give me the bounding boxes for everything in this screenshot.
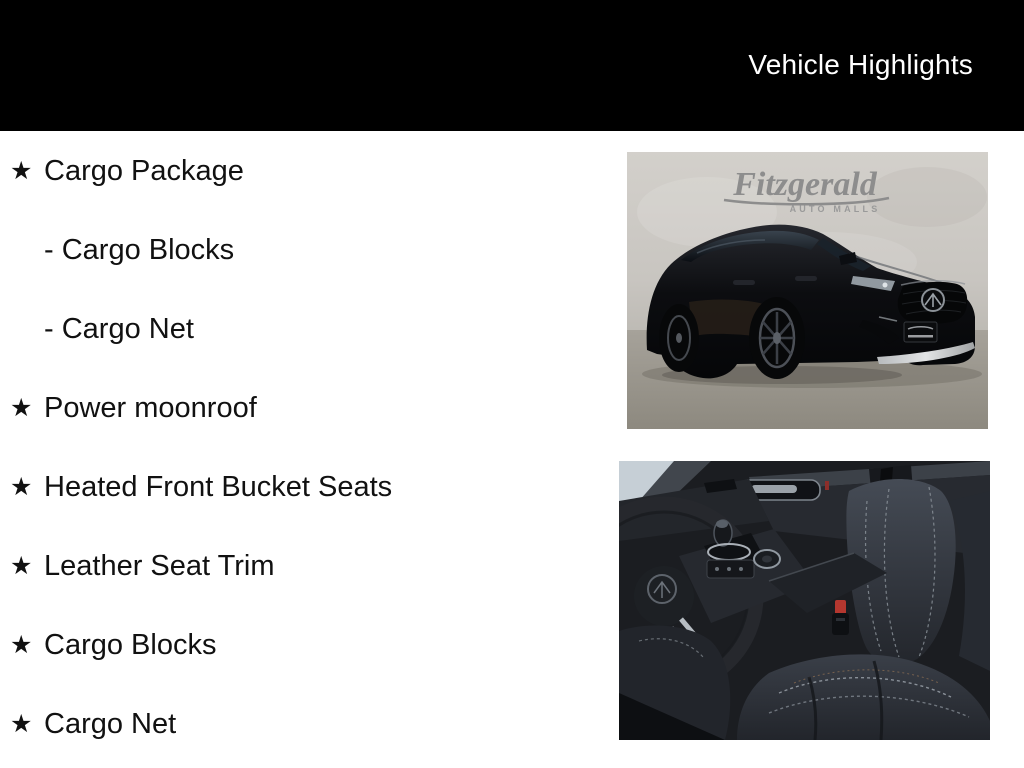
dealer-logo-tagline: AUTO MALLS — [789, 204, 881, 214]
list-item — [0, 211, 600, 290]
list-item-label: - Cargo Net — [44, 313, 194, 345]
list-item-label: Cargo Net — [44, 708, 177, 740]
list-item — [0, 685, 600, 764]
door-handle — [733, 280, 755, 285]
rear-wheel — [659, 304, 699, 372]
list-item — [0, 369, 600, 448]
dealer-logo-text: Fitzgerald — [733, 166, 877, 203]
mazda-emblem-icon — [922, 289, 944, 311]
exterior-vehicle-photo — [627, 152, 988, 429]
list-item-label: Leather Seat Trim — [44, 550, 275, 582]
star-bullet-icon: ★ — [10, 156, 33, 185]
license-plate — [904, 322, 937, 342]
list-item — [0, 290, 600, 369]
interior-vehicle-photo — [619, 461, 990, 740]
front-wheel — [749, 297, 805, 379]
star-bullet-icon: ★ — [10, 393, 33, 422]
star-bullet-icon: ★ — [10, 551, 33, 580]
list-item-label: - Cargo Blocks — [44, 234, 235, 266]
star-bullet-icon: ★ — [10, 472, 33, 501]
interior-photo-graphic — [619, 461, 990, 740]
star-bullet-icon: ★ — [10, 709, 33, 738]
star-bullet-icon: ★ — [10, 630, 33, 659]
list-item — [0, 606, 600, 685]
list-item — [0, 448, 600, 527]
door-handle — [795, 276, 817, 281]
list-item — [0, 132, 600, 211]
highlights-list — [0, 131, 600, 764]
list-item-label: Cargo Blocks — [44, 629, 217, 661]
header-banner — [0, 0, 1024, 131]
list-item-label: Power moonroof — [44, 392, 257, 424]
list-item-label: Heated Front Bucket Seats — [44, 471, 393, 503]
page-title: Vehicle Highlights — [748, 49, 973, 80]
list-item — [0, 527, 600, 606]
command-dial — [754, 550, 780, 568]
list-item-label: Cargo Package — [44, 155, 244, 187]
exterior-photo-graphic — [627, 152, 988, 429]
